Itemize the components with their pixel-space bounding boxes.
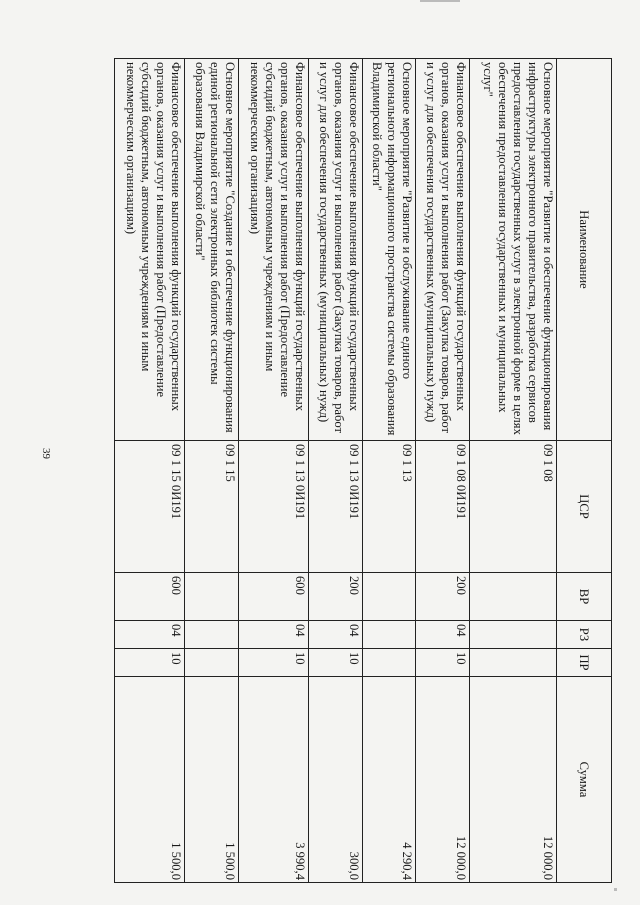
cell-rz: 04 — [115, 621, 185, 649]
cell-sum: 300,0 — [309, 677, 363, 883]
cell-rz: 04 — [238, 621, 308, 649]
cell-name: Финансовое обеспечение выполнения функций государственных органов, оказания услуг и выполнения работ (Предоставление субсидий бюджетным, автономным учреждениям и иным некоммерческим организациям) — [115, 59, 185, 441]
cell-vr — [362, 573, 416, 621]
rotated-table-wrapper — [114, 58, 612, 882]
cell-rz — [362, 621, 416, 649]
header-name: Наименование — [557, 59, 612, 441]
cell-pr: 10 — [416, 649, 470, 677]
table-row — [362, 59, 416, 883]
cell-csr: 09 1 15 0И191 — [115, 441, 185, 573]
scan-mark — [614, 888, 617, 891]
table-row — [416, 59, 470, 883]
table-row — [469, 59, 556, 883]
cell-vr: 600 — [115, 573, 185, 621]
cell-csr: 09 1 08 — [469, 441, 556, 573]
cell-sum: 12 000,0 — [469, 677, 556, 883]
cell-sum: 1 500,0 — [115, 677, 185, 883]
cell-vr: 200 — [309, 573, 363, 621]
page-number: 39 — [40, 448, 52, 459]
header-rz: РЗ — [557, 621, 612, 649]
cell-pr — [362, 649, 416, 677]
cell-csr: 09 1 13 0И191 — [309, 441, 363, 573]
cell-pr — [185, 649, 239, 677]
cell-pr: 10 — [115, 649, 185, 677]
cell-pr: 10 — [309, 649, 363, 677]
table-row — [238, 59, 308, 883]
cell-csr: 09 1 13 0И191 — [238, 441, 308, 573]
cell-name: Основное мероприятие "Развитие и обеспечение функционирования инфраструктуры электронного правительства, разработка сервисов предоставления государственных услуг в электронной форме в целях обеспечения предоставления государственных и муниципальных услуг" — [469, 59, 556, 441]
budget-table — [114, 58, 612, 883]
table-row — [115, 59, 185, 883]
cell-csr: 09 1 13 — [362, 441, 416, 573]
cell-csr: 09 1 08 0И191 — [416, 441, 470, 573]
cell-rz — [185, 621, 239, 649]
cell-rz — [469, 621, 556, 649]
cell-sum: 4 290,4 — [362, 677, 416, 883]
cell-sum: 1 500,0 — [185, 677, 239, 883]
scan-mark — [420, 0, 460, 2]
cell-name: Финансовое обеспечение выполнения функций государственных органов, оказания услуг и выполнения работ (Закупка товаров, работ и услуг для обеспечения государственных (муниципальных) нужд) — [416, 59, 470, 441]
cell-pr: 10 — [238, 649, 308, 677]
cell-rz: 04 — [416, 621, 470, 649]
cell-pr — [469, 649, 556, 677]
header-vr: ВР — [557, 573, 612, 621]
cell-name: Основное мероприятие "Развитие и обслуживание единого регионального информационного пространства системы образования Владимирской области" — [362, 59, 416, 441]
cell-vr: 200 — [416, 573, 470, 621]
cell-name: Финансовое обеспечение выполнения функций государственных органов, оказания услуг и выполнения работ (Закупка товаров, работ и услуг для обеспечения государственных (муниципальных) нужд) — [309, 59, 363, 441]
cell-name: Основное мероприятие "Создание и обеспечение функционирования единой региональной сети электронных библиотек системы образования Владимирской области" — [185, 59, 239, 441]
header-sum: Сумма — [557, 677, 612, 883]
cell-name: Финансовое обеспечение выполнения функций государственных органов, оказания услуг и выполнения работ (Предоставление субсидий бюджетным, автономным учреждениям и иным некоммерческим организациям) — [238, 59, 308, 441]
cell-rz: 04 — [309, 621, 363, 649]
header-pr: ПР — [557, 649, 612, 677]
table-header-row — [557, 59, 612, 883]
cell-vr — [185, 573, 239, 621]
table-row — [309, 59, 363, 883]
cell-csr: 09 1 15 — [185, 441, 239, 573]
cell-sum: 3 990,4 — [238, 677, 308, 883]
cell-vr: 600 — [238, 573, 308, 621]
header-csr: ЦСР — [557, 441, 612, 573]
cell-sum: 12 000,0 — [416, 677, 470, 883]
table-row — [185, 59, 239, 883]
cell-vr — [469, 573, 556, 621]
